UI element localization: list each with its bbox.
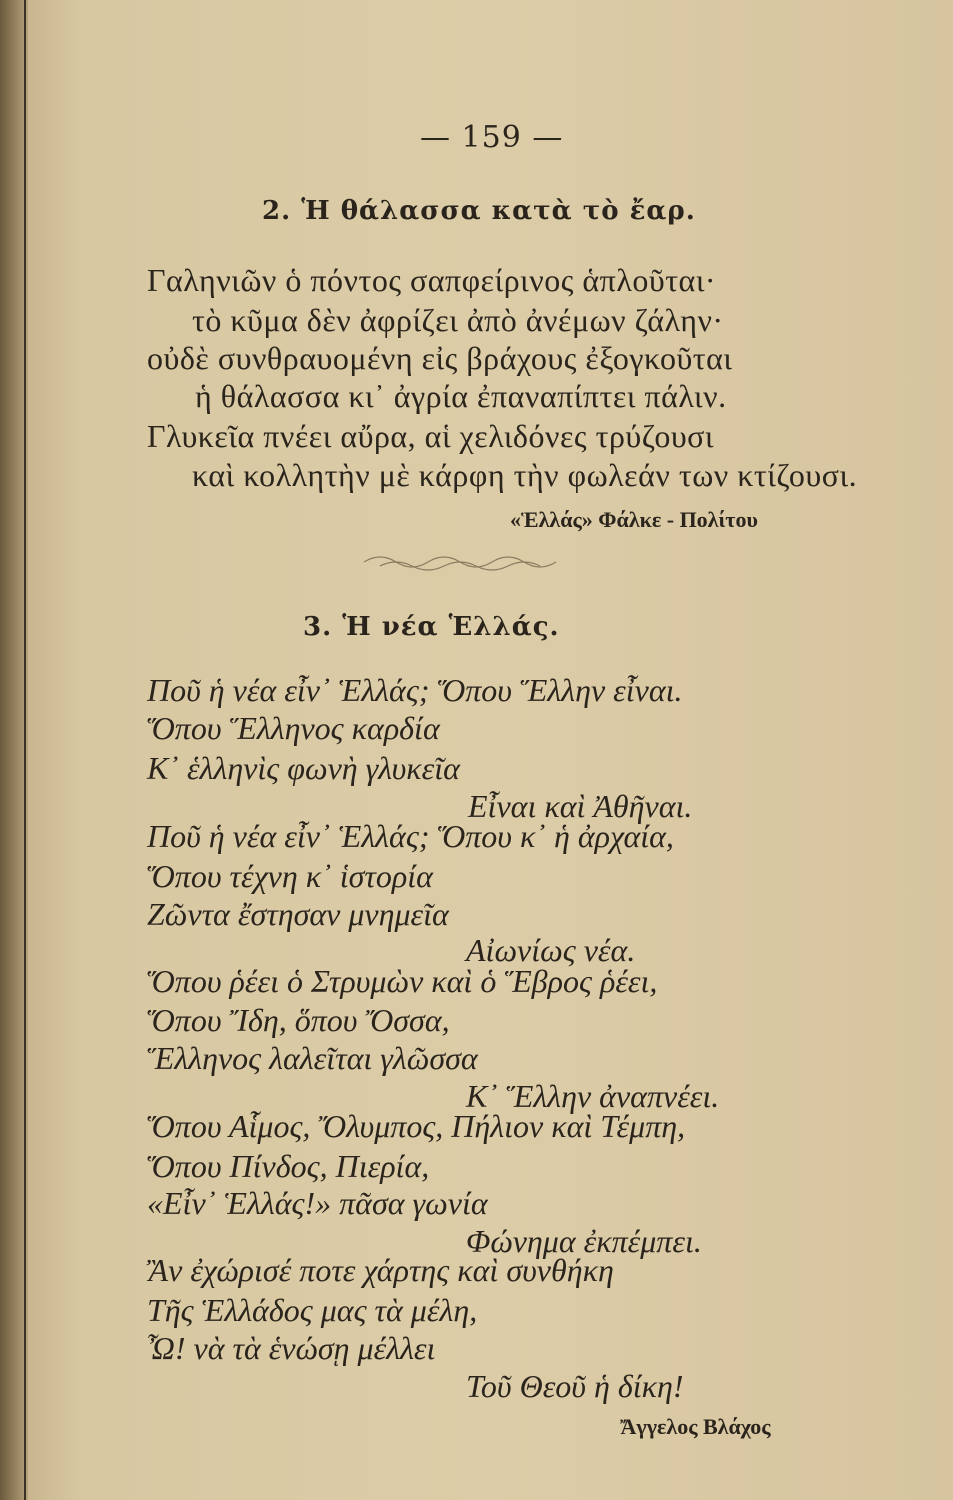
poem2-title: 3. Ἡ νέα Ἑλλάς.	[303, 612, 560, 642]
poem2-line: Τοῦ Θεοῦ ἡ δίκη!	[466, 1368, 684, 1404]
poem2-line: Ἕλληνος λαλεῖται γλῶσσα	[147, 1040, 478, 1076]
poem1-line: οὐδὲ συνθραυομένη εἰς βράχους ἐξογκοῦται	[147, 340, 733, 376]
poem2-line: Αἰωνίως νέα.	[466, 932, 636, 968]
poem2-line: Ὅπου τέχνη κ᾿ ἱστορία	[147, 858, 433, 894]
poem2-line: Ζῶντα ἔστησαν μνημεῖα	[147, 896, 449, 932]
poem1-line: καὶ κολλητὴν μὲ κάρφη τὴν φωλεάν των κτίζουσι.	[192, 457, 858, 493]
poem2-line: Τῆς Ἑλλάδος μας τὰ μέλη,	[147, 1292, 478, 1328]
page-number: — 159 —	[420, 120, 564, 155]
poem1-attribution: «Ἑλλάς» Φάλκε - Πολίτου	[510, 507, 758, 532]
poem2-line: Εἶναι καὶ Ἀθῆναι.	[468, 788, 693, 824]
page-edge-line	[24, 0, 26, 1500]
poem2-attribution: Ἄγγελος Βλάχος	[620, 1414, 771, 1439]
poem2-line: Ὅπου Αἷμος, Ὄλυμπος, Πήλιον καὶ Τέμπη,	[147, 1108, 686, 1144]
poem2-line: Φώνημα ἐκπέμπει.	[466, 1223, 702, 1259]
poem2-line: «Εἶν᾿ Ἑλλάς!» πᾶσα γωνία	[147, 1185, 488, 1221]
poem2-line: Κ᾿ ἑλληνὶς φωνὴ γλυκεῖα	[147, 750, 460, 786]
poem2-line: Ὅπου Ἕλληνος καρδία	[147, 710, 440, 746]
poem2-line: Ὅπου Ἴδη, ὅπου Ὄσσα,	[147, 1002, 450, 1038]
poem2-line: Ὅπου ῥέει ὁ Στρυμὼν καὶ ὁ Ἕβρος ῥέει,	[147, 963, 658, 999]
poem2-line: Ὦ! νὰ τὰ ἑνώσῃ μέλλει	[147, 1330, 436, 1366]
poem1-line: Γλυκεῖα πνέει αὔρα, αἱ χελιδόνες τρύζουσι	[147, 418, 715, 454]
ornament-divider	[360, 548, 560, 572]
poem2-line: Ποῦ ἡ νέα εἶν᾿ Ἑλλάς; Ὅπου Ἕλλην εἶναι.	[147, 672, 683, 708]
poem2-line: Κ᾿ Ἕλλην ἀναπνέει.	[466, 1078, 720, 1114]
poem1-line: ἡ θάλασσα κι᾿ ἀγρία ἐπαναπίπτει πάλιν.	[195, 378, 727, 414]
poem2-line: Ὅπου Πίνδος, Πιερία,	[147, 1148, 430, 1184]
poem2-line: Ποῦ ἡ νέα εἶν᾿ Ἑλλάς; Ὅπου κ᾿ ἡ ἀρχαία,	[147, 818, 674, 854]
poem1-title: 2. Ἡ θάλασσα κατὰ τὸ ἔαρ.	[262, 196, 696, 226]
poem2-line: Ἂν ἐχώρισέ ποτε χάρτης καὶ συνθήκη	[147, 1252, 614, 1288]
poem1-line: τὸ κῦμα δὲν ἀφρίζει ἀπὸ ἀνέμων ζάλην·	[192, 302, 724, 338]
poem1-line: Γαληνιῶν ὁ πόντος σαπφείρινος ἁπλοῦται·	[147, 262, 717, 298]
